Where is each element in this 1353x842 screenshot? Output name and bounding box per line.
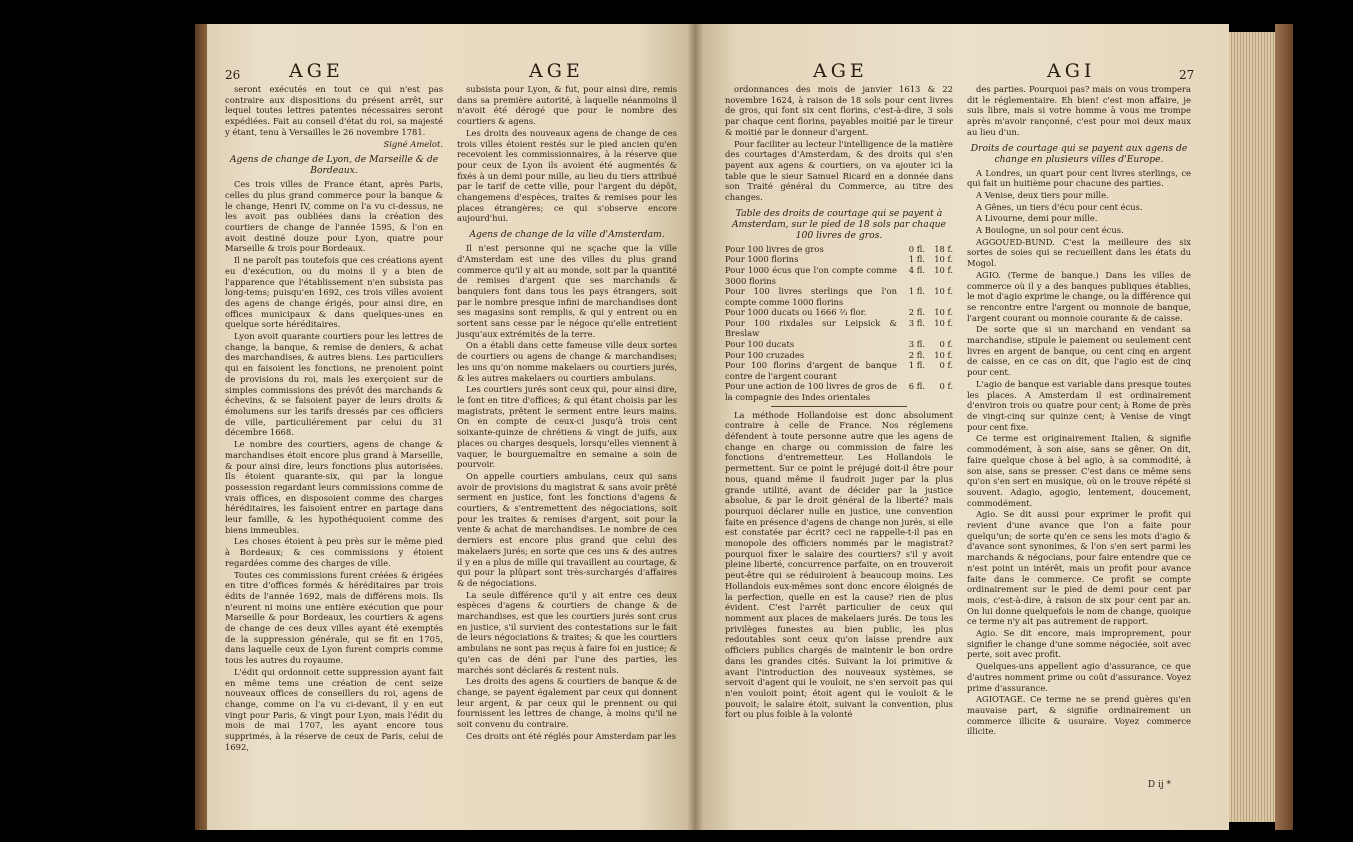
running-head-right: AGI <box>1047 60 1096 82</box>
rate-row <box>725 286 953 307</box>
book-cover-left <box>195 24 207 830</box>
paragraph: La méthode Hollandoise est donc absolument contraire à celle de France. Nos réglemens défendent à toute personne autre que les agens de change en charge ou commission de faire les fonctions d'entremetteur. Les Hollandois le permettent. Sur ce point le préjugé doit-il être pour nous, quand même il faudroit juger par la plus grande utilité, avant de décider par la justice absolue, & par le droit général de la liberté? mais pourquoi déclarer nulle en justice, une convention faite en présence d'agens de change non jurés, si elle est constatée par écrit? ceci ne rappelle-t-il pas en monopole des officiers nommés par le magistrat? pourquoi fixer le salaire des courtiers? s'il y avoit pleine liberté, concurrence parfaite, on en trouveroit peut-être qui se réduiroient à beaucoup moins. Les Hollandois eux-mêmes sont donc encore éloignés de la perfection, quelle en est la cause? rien de plus évident. C'est l'arrêt particulier de ceux qui nomment aux places de makelaers jurés. De tous les privilèges funestes au bien public, les plus redoutables sont ceux qu'on laisse prendre aux officiers publics chargés de maintenir le bon ordre dans les grandes cités. Suivant la loi primitive & avant l'introduction des nouveaux systèmes, se servoit d'agent qui le vouloit, ne s'en servoit pas qui n'en vouloit point; étoit agent qui le vouloit & le pouvoit; le salaire étoit, suivant la convention, plus fort ou plus foible à la volonté <box>725 409 953 720</box>
book-gutter <box>687 24 703 830</box>
rate-cell-v1: 4 fl. <box>908 264 925 275</box>
paragraph: subsista pour Lyon, & fut, pour ainsi dire, remis dans sa première autorité, à laquelle néanmoins il n'avoit été dérogé que pour le nombre des courtiers & agens. <box>457 84 677 127</box>
rate-row <box>725 244 953 255</box>
rate-cell-v1: 2 fl. <box>908 349 925 360</box>
section-title: Droits de courtage qui se payent aux agens de change en plusieurs villes d'Europe. <box>970 142 1188 165</box>
rate-cell-v2: 0 f. <box>939 339 953 350</box>
rate-cell-item: Pour 1000 ducats ou 1666 ⅔ flor. <box>725 307 867 318</box>
paragraph: Les droits des nouveaux agens de change de ces trois villes étoient restés sur le pied ancien qu'en recevoient les commissionnaires, à la réserve que pour ceux de Lyon ils avoient été augmentés & fixés à un demi pour mille, au lieu du tiers attribué par le tarif de cette ville, pour l'argent du dépôt, changemens d'espèces, traites & remises pour les places étrangères; ce qui s'observe encore aujourd'hui. <box>457 127 677 224</box>
paragraph: Les courtiers jurés sont ceux qui, pour ainsi dire, le font en titre d'offices; & qui étant choisis par les magistrats, prêtent le serment entre leurs mains. On en compte de ceux-ci jusqu'à trois cent soixante-quinze de chrétiens & vingt de juifs, aux places ou charges desquels, lorsqu'elles viennent à vaquer, le bourguemaître en semaine a soin de pourvoir. <box>457 384 677 470</box>
running-head-right: AGE <box>529 60 584 82</box>
rate-cell-item: Pour 100 florins d'argent de banque contre de l'argent courant <box>725 360 897 381</box>
paragraph: seront exécutés en tout ce qui n'est pas contraire aux dispositions du présent arrêt, sur lequel toutes lettres patentes nécessaires seront expédiées. Fait au conseil d'état du roi, sa majesté y étant, tenu à Versailles le 26 novembre 1781. <box>225 84 443 137</box>
text-column-1 <box>225 84 443 753</box>
text-column-2 <box>457 84 677 742</box>
paragraph: AGGOUED-BUND. C'est la meilleure des six sortes de soies qui se recueillent dans les états du Mogol. <box>967 236 1191 269</box>
paragraph: Les droits des agens & courtiers de banque & de change, se payent également par ceux qui donnent leur argent, & par ceux qui le prennent ou qui fournissent les lettres de change, à moins qu'il ne soit convenu du contraire. <box>457 676 677 730</box>
table-title: Table des droits de courtage qui se payent à Amsterdam, sur le pied de 18 sols par chaque 100 livres de gros. <box>732 207 946 241</box>
rate-cell-item: Pour 1000 florins <box>725 254 799 265</box>
paragraph: Ces droits ont été réglés pour Amsterdam par les <box>466 730 677 741</box>
paragraph: AGIOTAGE. Ce terme ne se prend guères qu'en mauvaise part, & signifie ordinairement un commerce illicite & usuraire. Voyez commerce illicite. <box>967 694 1191 737</box>
rate-row <box>725 350 953 361</box>
rate-row <box>725 254 953 265</box>
rate-row <box>725 360 953 381</box>
divider <box>771 406 908 407</box>
paragraph: des parties. Pourquoi pas? mais on vous trompera dit le réglementaire. Eh bien! c'est mon affaire, je suis libre, mais si votre homme à vous me trompe après m'avoir rançonné, c'est pour moi deux maux au lieu d'un. <box>967 84 1191 137</box>
rate-row <box>725 307 953 318</box>
page-number: 27 <box>1179 68 1195 82</box>
paragraph: Toutes ces commissions furent créées & érigées en titre d'offices formés & héréditaires par trois édits de l'année 1692, mais de différens mois. Ils n'eurent ni moins une entière exécution que pour Marseille & pour Bordeaux, les courtiers & agens de change de ces deux villes ayant été exemptés de la suppression générale, qui se fit en 1705, dans laquelle ceux de Lyon furent compris comme tous les autres du royaume. <box>225 569 443 666</box>
paragraph: Ce terme est originairement Italien, & signifie commodément, à son aise, sans se gêner. On dit, faire quelque chose à bel agio, à sa commodité, à son aise, sans se presser. C'est dans ce même sens qu'on s'en sert en musique, où on le trouve répété si souvent. Adagio, agogio, lentement, doucement, commodément. <box>967 433 1191 508</box>
paragraph: On appelle courtiers ambulans, ceux qui sans avoir de provisions du magistrat & sans avoir prêté serment en justice, font les fonctions d'agens & courtiers, & s'entremettent des négociations, soit pour les traites & remises d'argent, soit pour la vente & achat de marchandises. Le nombre de ces derniers est encore plus grand que celui des makelaers jurés; en sorte que ces uns & des autres il y en a plus de mille qui travaillent au courtage, & qui pour la plûpart sont très-surchargés d'affaires & de négociations. <box>457 470 677 588</box>
rate-cell-item: Pour 100 ducats <box>725 339 795 350</box>
running-head-left: AGE <box>289 60 344 82</box>
page-edges <box>1229 32 1275 822</box>
rate-cell-item: Pour 100 livres de gros <box>725 243 824 254</box>
paragraph: Il n'est personne qui ne sçache que la ville d'Amsterdam est une des villes du plus grand commerce qu'il y ait au monde, soit par la quantité de remises d'argent que ses marchands & banquiers font dans tous les pays étrangers, soit par le nombre presque infini de marchandises dont ses magasins sont remplis, & qui y entrent ou en sortent sans cesse par le négoce qu'elle entretient jusqu'aux extrémités de la terre. <box>457 243 677 339</box>
rate-row <box>725 339 953 350</box>
paragraph: ordonnances des mois de janvier 1613 & 22 novembre 1624, à raison de 18 sols pour cent livres de gros, qui font six cent florins, c'est-à-dire, 3 sols par chaque cent florins, payables moitié par le tireur & moitié par le donneur d'argent. <box>725 84 953 137</box>
rate-cell-v2: 10 f. <box>934 349 953 360</box>
paragraph: Le nombre des courtiers, agens de change & marchandises étoit encore plus grand à Marseille, & pour ainsi dire, leurs fonctions plus autorisées. Ils étoient quarante-six, qui par la longue possession regardant leurs commissions comme de vrais offices, en disposoient comme des charges héréditaires, les faisoient entrer en partage dans leur famille, & les hypothéquoient comme des biens immeubles. <box>225 439 443 535</box>
paragraph: La seule différence qu'il y ait entre ces deux espèces d'agens & courtiers de change & de marchandises, est que les courtiers jurés sont crus en justice, s'il survient des contestations sur le fait de leurs négociations & traites; & que les courtiers ambulans ne sont pas reçus à faire foi en justice; & qu'en cas de déni par l'une des parties, les marchés sont déclarés & restent nuls. <box>457 589 677 675</box>
rate-cell-v2: 10 f. <box>934 286 953 297</box>
rate-cell-v1: 1 fl. <box>908 286 925 297</box>
paragraph: L'édit qui ordonnoit cette suppression ayant fait en même tems une création de cent seize nouveaux offices de conseillers du roi, agens de change, comme on l'a vu ci-devant, il y en eut vingt pour Paris, & vingt pour Lyon, mais l'édit du mois de mai 1707, les ayant encore tous supprimés, à la réserve de ceux de Paris, celui de 1692, <box>225 666 443 752</box>
section-title: Agens de change de Lyon, de Marseille & de Bordeaux. <box>229 154 439 177</box>
text-column-1 <box>725 84 953 721</box>
rate-cell-item: Pour 100 cruzades <box>725 349 805 360</box>
rate-row <box>725 318 953 339</box>
rate-cell-v2: 10 f. <box>934 317 953 328</box>
paragraph: L'agio de banque est variable dans presque toutes les places. A Amsterdam il est ordinairement d'environ trois ou quatre pour cent; à Rome de près de vingt-cinq sur quinze cent; à Venise de vingt pour cent fixe. <box>967 378 1191 432</box>
rate-row <box>725 265 953 286</box>
city-rate-line: A Venise, deux tiers pour mille. <box>976 189 1109 200</box>
rate-cell-v1: 1 fl. <box>908 360 925 371</box>
running-head-left: AGE <box>813 60 868 82</box>
paragraph: Quelques-uns appellent agio d'assurance, ce que d'autres nomment prime ou coût d'assurance. Voyez prime d'assurance. <box>967 661 1191 693</box>
text-column-2 <box>967 84 1191 738</box>
rate-cell-item: Pour une action de 100 livres de gros de la compagnie des Indes orientales <box>725 381 897 403</box>
paragraph: Agio. Se dit aussi pour exprimer le profit qui revient d'une avance que l'on a faite pour quelqu'un; de sorte qu'en ce sens les mots d'agio & d'avance sont synonimes, & l'on s'en sert parmi les marchands & négocians, pour faire entendre que ce n'est point un intérêt, mais un profit pour avance faite dans le commerce. Ce profit se compte ordinairement sur le pied de demi pour cent par mois, c'est-à-dire, à raison de six pour cent par an. On lui donne quelquefois le nom de change, quoique ce terme n'y ait pas autrement de rapport. <box>967 509 1191 627</box>
paragraph: Ces trois villes de France étant, après Paris, celles du plus grand commerce pour la banque & le change, Henri IV, comme on l'a vu ci-dessus, ne les avoit pas oubliées dans la création des courtiers de change de l'année 1595, & l'on en avoit destiné douze pour Lyon, quatre pour Marseille & trois pour Bordeaux. <box>225 179 443 254</box>
rate-cell-item: Pour 100 livres sterlings que l'on compte comme 1000 florins <box>725 286 897 307</box>
paragraph: On a établi dans cette fameuse ville deux sortes de courtiers ou agens de change & marchandises; les uns qu'on nomme makelaers ou courtiers jurés, & les autres makelaers ou courtiers ambulans. <box>457 340 677 383</box>
courtage-rates-table <box>725 244 953 403</box>
paragraph: Pour faciliter au lecteur l'intelligence de la matière des courtages d'Amsterdam, & des droits qui s'en payent aux agens & courtiers, on va ajouter ici la table que le sieur Samuel Ricard en a donnée dans son Traité général du Commerce, au titre des changes. <box>725 138 953 203</box>
rate-cell-v2: 10 f. <box>934 307 953 318</box>
rate-cell-item: Pour 1000 écus que l'on compte comme 3000 florins <box>725 264 897 286</box>
paragraph: De sorte que si un marchand en vendant sa marchandise, stipule le paiement ou seulement cent livres en argent de banque, ou cent cinq en argent de caisse, en ce cas on dit, que l'agio est de cinq pour cent. <box>967 324 1191 378</box>
paragraph: Lyon avoit quarante courtiers pour les lettres de change, la banque, & remise de deniers, & achat des marchandises, & autres biens. Les particuliers qui en faisoient les fonctions, ne prenoient point de provisions du roi, mais les exerçoient sur de simples commissions des prévôt des marchands & échevins, & se faisoient payer de leurs droits & émolumens sur les tarifs dressés par ces officiers de ville, particuliérement par celui du 31 décembre 1668. <box>225 331 443 438</box>
page-number: 26 <box>225 68 241 82</box>
left-page <box>207 24 695 830</box>
rate-cell-v2: 0 f. <box>939 360 953 371</box>
rate-cell-v1: 1 fl. <box>908 254 925 265</box>
city-rate-line: A Londres, un quart pour cent livres sterlings, ce qui fait un huitième pour chacune des parties. <box>967 167 1191 189</box>
section-title: Agens de change de la ville d'Amsterdam. <box>469 229 665 241</box>
signature: Signé Amelot. <box>383 138 443 149</box>
city-rate-line: A Livourne, demi pour mille. <box>976 213 1098 224</box>
rate-cell-v2: 10 f. <box>934 264 953 275</box>
paragraph: Les choses étoient à peu près sur le même pied à Bordeaux; & ces commissions y étoient regardées comme des charges de ville. <box>225 536 443 568</box>
city-rate-list <box>967 168 1191 236</box>
rate-cell-v1: 3 fl. <box>908 339 925 350</box>
catchword: D ij * <box>1147 780 1171 790</box>
rate-cell-v1: 0 fl. <box>908 243 925 254</box>
rate-cell-v1: 6 fl. <box>908 381 925 392</box>
city-rate-line: A Boulogne, un sol pour cent écus. <box>976 225 1124 236</box>
rate-row <box>725 381 953 402</box>
rate-cell-v1: 3 fl. <box>908 317 925 328</box>
rate-cell-v1: 2 fl. <box>908 307 925 318</box>
city-rate-line: A Gênes, un tiers d'écu pour cent écus. <box>976 201 1143 212</box>
rate-cell-item: Pour 100 rixdales sur Leipsick & Breslaw <box>725 317 897 339</box>
paragraph: AGIO. (Terme de banque.) Dans les villes de commerce où il y a des banques publiques établies, le mot d'agio exprime le change, ou la différence qui se rencontre entre l'argent ou monnoie de banque, l'argent courant ou monnoie courante & de caisse. <box>967 269 1191 323</box>
book-cover-right <box>1275 24 1293 830</box>
rate-cell-v2: 10 f. <box>934 254 953 265</box>
paragraph: Agio. Se dit encore, mais improprement, pour signifier le change d'une somme négociée, soit avec perte, soit avec profit. <box>967 628 1191 660</box>
open-book <box>195 24 1293 830</box>
rate-cell-v2: 18 f. <box>934 243 953 254</box>
right-page <box>695 24 1229 830</box>
rate-cell-v2: 0 f. <box>939 381 953 392</box>
paragraph: Il ne paroît pas toutefois que ces créations ayent eu d'exécution, ou du moins il y a bien de l'apparence que l'établissement n'en subsista pas long-tems; puisqu'en 1692, ces trois villes avoient des agens de change érigés, pour ainsi dire, en offices municipaux & dans quelques-unes en quelque sorte héréditaires. <box>225 255 443 330</box>
